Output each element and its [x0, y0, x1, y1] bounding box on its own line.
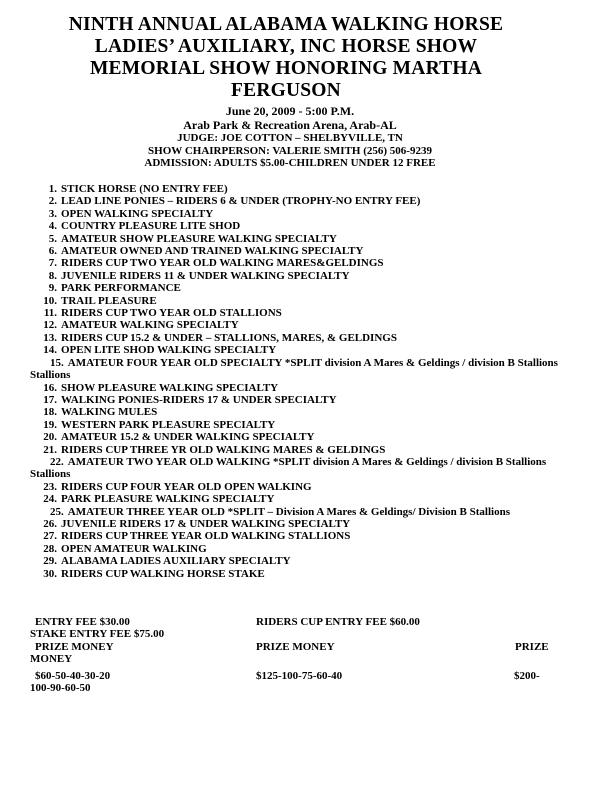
class-item: 17. WALKING PONIES-RIDERS 17 & UNDER SPECIALTY [43, 393, 337, 406]
entry-fee: ENTRY FEE $30.00 [35, 616, 130, 628]
class-list [30, 183, 570, 580]
title-line-3: MEMORIAL SHOW HONORING MARTHA [89, 58, 483, 79]
class-item: 11. RIDERS CUP TWO YEAR OLD STALLIONS [43, 307, 282, 320]
class-item: 6. AMATEUR OWNED AND TRAINED WALKING SPECIALTY [48, 245, 364, 258]
payout-schedule: $125-100-75-60-40 [256, 669, 343, 682]
payout-schedule: $200- [514, 669, 540, 682]
class-item: 12. AMATEUR WALKING SPECIALTY [43, 319, 239, 332]
class-item: 3. OPEN WALKING SPECIALTY [48, 207, 214, 220]
title-line-1: NINTH ANNUAL ALABAMA WALKING HORSE [68, 14, 504, 35]
prize-money-label: PRIZE MONEY [256, 640, 335, 653]
class-item: 27. RIDERS CUP THREE YEAR OLD WALKING STALLIONS [43, 530, 351, 543]
stake-entry-fee: STAKE ENTRY FEE $75.00 [30, 628, 165, 641]
class-item: 24. PARK PLEASURE WALKING SPECIALTY [43, 493, 275, 506]
class-item: 30. RIDERS CUP WALKING HORSE STAKE [43, 567, 265, 580]
show-info [0, 104, 580, 170]
class-item: 18. WALKING MULES [43, 406, 158, 419]
class-item: 21. RIDERS CUP THREE YR OLD WALKING MARES & GELDINGS [43, 443, 386, 456]
class-item: 26. JUVENILE RIDERS 17 & UNDER WALKING SPECIALTY [43, 517, 351, 530]
class-item: 29. ALABAMA LADIES AUXILIARY SPECIALTY [43, 555, 291, 568]
class-item: 19. WESTERN PARK PLEASURE SPECIALTY [43, 418, 276, 431]
prize-money-label: PRIZE [515, 640, 549, 653]
class-item: 9. PARK PERFORMANCE [48, 282, 181, 295]
admission-line: ADMISSION: ADULTS $5.00-CHILDREN UNDER 12 FREE [144, 157, 436, 169]
judge-line: JUDGE: JOE COTTON – SHELBYVILLE, TN [177, 132, 403, 144]
class-item: 22. AMATEUR TWO YEAR OLD WALKING *SPLIT division A Mares & Geldings / division B Stallions Stallions [30, 455, 547, 481]
chairperson-line: SHOW CHAIRPERSON: VALERIE SMITH (256) 506-9239 [148, 144, 432, 157]
class-item: 7. RIDERS CUP TWO YEAR OLD WALKING MARES&GELDINGS [48, 257, 384, 270]
class-item: 4. COUNTRY PLEASURE LITE SHOD [48, 220, 241, 233]
title-line-2: LADIES’ AUXILIARY, INC HORSE SHOW [94, 36, 478, 57]
fees-section [30, 616, 575, 694]
class-item: 5. AMATEUR SHOW PLEASURE WALKING SPECIALTY [48, 232, 337, 245]
riders-cup-entry-fee: RIDERS CUP ENTRY FEE $60.00 [256, 616, 420, 628]
show-date: June 20, 2009 - 5:00 P.M. [225, 104, 355, 118]
class-item: 15. AMATEUR FOUR YEAR OLD SPECIALTY *SPLIT division A Mares & Geldings / division B Stallions Stallions [30, 356, 558, 382]
prize-money-label: PRIZE MONEY [35, 640, 114, 653]
class-item: 1. STICK HORSE (NO ENTRY FEE) [48, 183, 228, 195]
class-item: 13. RIDERS CUP 15.2 & UNDER – STALLIONS, MARES, & GELDINGS [43, 331, 397, 344]
payout-schedule: $60-50-40-30-20 [35, 669, 111, 682]
show-title [0, 14, 572, 102]
class-item: 28. OPEN AMATEUR WALKING [43, 542, 207, 555]
class-item: 20. AMATEUR 15.2 & UNDER WALKING SPECIALTY [43, 431, 315, 444]
class-item: 14. OPEN LITE SHOD WALKING SPECIALTY [43, 344, 277, 357]
class-item: 16. SHOW PLEASURE WALKING SPECIALTY [43, 381, 279, 394]
class-item: 10. TRAIL PLEASURE [43, 294, 157, 307]
payout-schedule: 100-90-60-50 [30, 681, 91, 694]
class-item: 23. RIDERS CUP FOUR YEAR OLD OPEN WALKING [43, 480, 312, 493]
show-venue: Arab Park & Recreation Arena, Arab-AL [183, 118, 397, 132]
title-line-4: FERGUSON [231, 80, 341, 101]
class-item: 8. JUVENILE RIDERS 11 & UNDER WALKING SPECIALTY [48, 269, 350, 282]
class-item: 25. AMATEUR THREE YEAR OLD *SPLIT – Division A Mares & Geldings/ Division B Stallions [50, 505, 510, 518]
class-item: 2. LEAD LINE PONIES – RIDERS 6 & UNDER (TROPHY-NO ENTRY FEE) [48, 195, 421, 208]
prize-money-label: MONEY [30, 653, 73, 666]
